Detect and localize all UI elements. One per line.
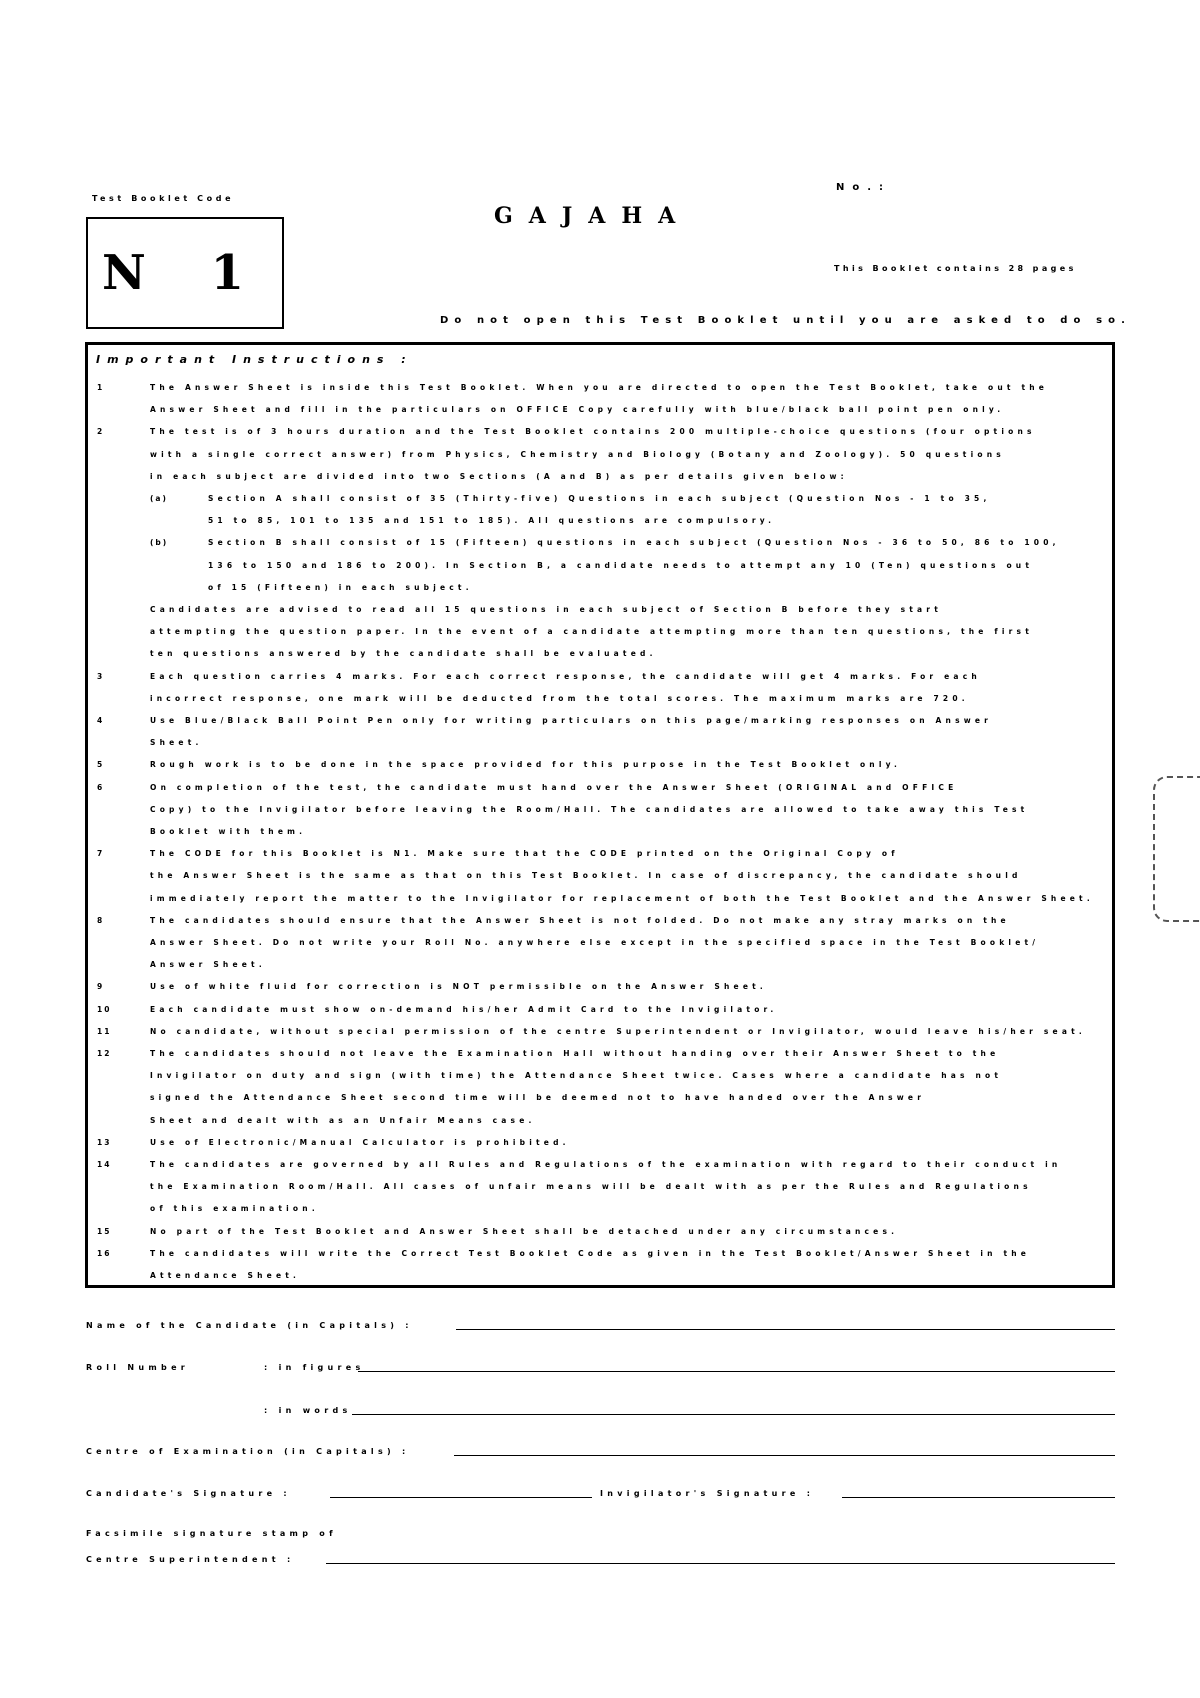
instruction-line: the Answer Sheet is the same as that on this Test Booklet. In case of discrepancy, the candidate should — [150, 871, 1022, 881]
superintendent-field[interactable] — [326, 1563, 1115, 1564]
instruction-number: 3 — [97, 671, 105, 681]
roll-figures-field[interactable] — [358, 1371, 1115, 1372]
instruction-number: (b) — [150, 538, 169, 548]
instruction-number: 10 — [97, 1004, 112, 1014]
instruction-line: of this examination. — [150, 1204, 319, 1214]
candidate-signature-field[interactable] — [330, 1497, 592, 1498]
invigilator-signature-field[interactable] — [842, 1497, 1115, 1498]
instructions-heading: Important Instructions : — [96, 353, 413, 366]
instruction-line: Use Blue/Black Ball Point Pen only for writing particulars on this page/marking responses on Answer — [150, 716, 993, 725]
instruction-line: Use of Electronic/Manual Calculator is prohibited. — [150, 1137, 570, 1147]
instruction-line: Section A shall consist of 35 (Thirty-five) Questions in each subject (Question Nos - 1 to 35, — [208, 494, 991, 503]
instruction-line: Invigilator on duty and sign (with time) the Attendance Sheet twice. Cases where a candidate has not — [150, 1071, 1003, 1081]
instruction-line: signed the Attendance Sheet second time will be deemed not to have handed over the Answer — [150, 1093, 926, 1103]
instruction-number: 1 — [97, 383, 105, 392]
instruction-line: Rough work is to be done in the space provided for this purpose in the Test Booklet only. — [150, 760, 902, 770]
instruction-line: Sheet and dealt with as an Unfair Means case. — [150, 1115, 536, 1125]
candidate-signature-label: Candidate's Signature : — [86, 1489, 291, 1498]
instruction-line: in each subject are divided into two Sections (A and B) as per details given below: — [150, 471, 848, 481]
instruction-number: 4 — [97, 716, 105, 725]
name-label: Name of the Candidate (in Capitals) : — [86, 1321, 413, 1330]
instruction-line: of 15 (Fifteen) in each subject. — [208, 582, 473, 592]
instructions-box — [85, 342, 1115, 1288]
instruction-line: Booklet with them. — [150, 827, 307, 836]
pages-note: This Booklet contains 28 pages — [834, 264, 1077, 273]
dashed-outline — [1153, 776, 1200, 922]
instruction-number: 7 — [97, 849, 105, 859]
instruction-line: The candidates will write the Correct Test Booklet Code as given in the Test Booklet/Answer Sheet in the — [150, 1248, 1031, 1258]
instruction-line: 136 to 150 and 186 to 200). In Section B, a candidate needs to attempt any 10 (Ten) questions out — [208, 560, 1034, 570]
instruction-number: 14 — [97, 1160, 112, 1169]
instruction-line: Section B shall consist of 15 (Fifteen) questions in each subject (Question Nos - 36 to 50, 86 to 100, — [208, 538, 1060, 548]
name-field[interactable] — [456, 1329, 1115, 1330]
do-not-open-notice: Do not open this Test Booklet until you are asked to do so. — [440, 315, 1132, 326]
instruction-number: 8 — [97, 915, 105, 925]
instruction-line: 51 to 85, 101 to 135 and 151 to 185). All questions are compulsory. — [208, 516, 776, 526]
instruction-line: The candidates should not leave the Examination Hall without handing over their Answer Sheet to the — [150, 1049, 1000, 1058]
instruction-line: incorrect response, one mark will be deducted from the total scores. The maximum marks are 720. — [150, 693, 969, 703]
instruction-line: Answer Sheet and fill in the particulars on OFFICE Copy carefully with blue/black ball point pen only. — [150, 405, 1005, 415]
instruction-line: On completion of the test, the candidate must hand over the Answer Sheet (ORIGINAL and OFFICE — [150, 782, 958, 792]
instruction-line: Each candidate must show on-demand his/her Admit Card to the Invigilator. — [150, 1004, 778, 1014]
booklet-code-box — [86, 217, 284, 329]
instruction-line: immediately report the matter to the Invigilator for replacement of both the Test Booklet and the Answer Sheet. — [150, 893, 1094, 903]
invigilator-signature-label: Invigilator's Signature : — [600, 1489, 815, 1498]
instruction-line: The CODE for this Booklet is N1. Make sure that the CODE printed on the Original Copy of — [150, 849, 899, 859]
instruction-line: The test is of 3 hours duration and the Test Booklet contains 200 multiple-choice questions (four options — [150, 427, 1036, 437]
instruction-line: attempting the question paper. In the event of a candidate attempting more than ten questions, the first — [150, 627, 1033, 637]
instruction-number: 6 — [97, 782, 105, 792]
instruction-line: Answer Sheet. — [150, 960, 266, 970]
instruction-line: Answer Sheet. Do not write your Roll No. anywhere else except in the specified space in the Test Booklet/ — [150, 938, 1040, 947]
instruction-line: with a single correct answer) from Physics, Chemistry and Biology (Botany and Zoology). 50 questions — [150, 449, 1005, 459]
instruction-number: (a) — [150, 494, 168, 503]
instruction-line: ten questions answered by the candidate shall be evaluated. — [150, 649, 657, 659]
instruction-line: The Answer Sheet is inside this Test Booklet. When you are directed to open the Test Booklet, take out the — [150, 383, 1049, 392]
instruction-number: 11 — [97, 1026, 112, 1036]
instruction-number: 9 — [97, 982, 105, 992]
instruction-line: Each question carries 4 marks. For each correct response, the candidate will get 4 marks. For each — [150, 671, 981, 681]
instruction-line: Use of white fluid for correction is NOT permissible on the Answer Sheet. — [150, 982, 767, 992]
page-title: GAJAHA — [494, 203, 692, 229]
instruction-number: 2 — [97, 427, 105, 437]
instruction-number: 13 — [97, 1137, 112, 1147]
instruction-line: No candidate, without special permission of the centre Superintendent or Invigilator, would leave his/her seat. — [150, 1026, 1086, 1036]
instruction-number: 15 — [97, 1226, 112, 1236]
instruction-line: Attendance Sheet. — [150, 1271, 301, 1280]
in-words-label: : in words — [264, 1406, 352, 1415]
facsimile-label: Facsimile signature stamp of — [86, 1529, 337, 1538]
in-figures-label: : in figures — [264, 1363, 365, 1372]
instruction-line: Sheet. — [150, 738, 203, 748]
instruction-number: 16 — [97, 1248, 112, 1258]
instruction-line: The candidates are governed by all Rules and Regulations of the examination with regard to their conduct in — [150, 1160, 1062, 1169]
instruction-line: Copy) to the Invigilator before leaving the Room/Hall. The candidates are allowed to take away this Test — [150, 804, 1029, 814]
centre-label: Centre of Examination (in Capitals) : — [86, 1447, 410, 1456]
instruction-line: Candidates are advised to read all 15 questions in each subject of Section B before they start — [150, 605, 942, 614]
roll-words-field[interactable] — [352, 1414, 1115, 1415]
instruction-number: 12 — [97, 1049, 112, 1058]
roll-number-label: Roll Number — [86, 1363, 190, 1372]
instruction-number: 5 — [97, 760, 105, 770]
booklet-code-label: Test Booklet Code — [92, 194, 235, 203]
booklet-code: N 1 — [102, 245, 268, 301]
centre-field[interactable] — [454, 1455, 1115, 1456]
instruction-line: the Examination Room/Hall. All cases of unfair means will be dealt with as per the Rules and Regulations — [150, 1182, 1032, 1192]
serial-number-label: No.: — [836, 182, 892, 193]
superintendent-label: Centre Superintendent : — [86, 1555, 295, 1564]
instruction-line: No part of the Test Booklet and Answer Sheet shall be detached under any circumstances. — [150, 1226, 899, 1236]
instruction-line: The candidates should ensure that the Answer Sheet is not folded. Do not make any stray marks on the — [150, 915, 1010, 925]
